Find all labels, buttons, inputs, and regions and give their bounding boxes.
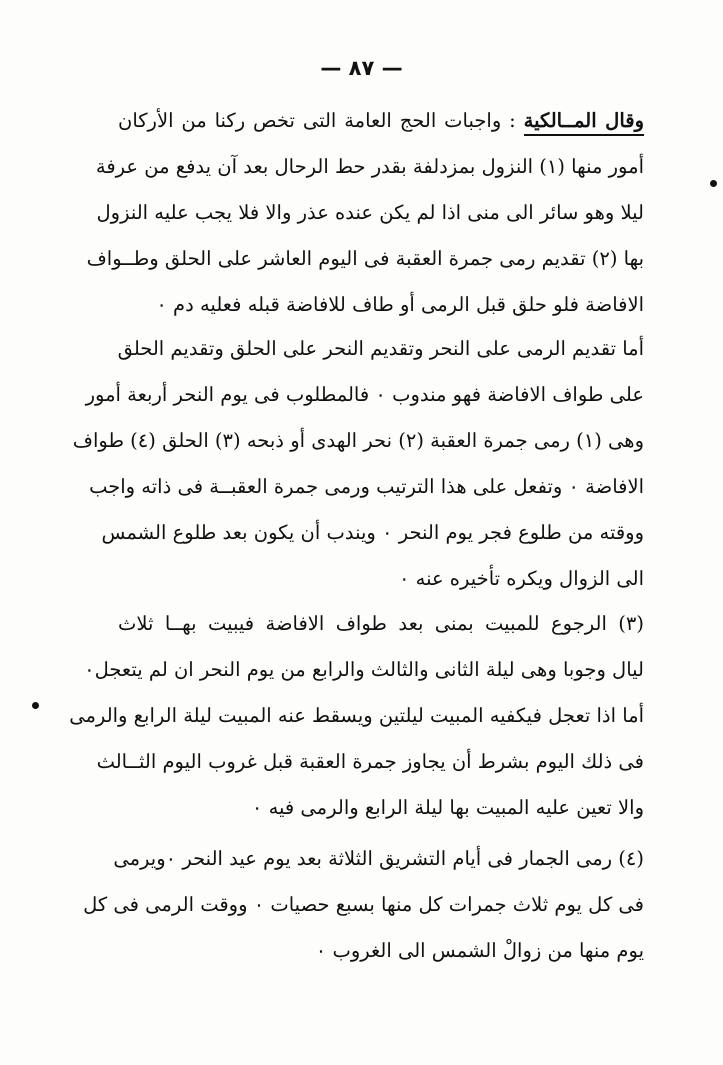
paragraph-2 [72, 326, 644, 602]
text-line [118, 98, 644, 144]
text-line: يوم منها من زوالْ الشمس الى الغروب ٠ [315, 939, 644, 962]
margin-dot-mark [710, 180, 717, 187]
paragraph-4 [83, 836, 644, 974]
text-line: فى كل يوم ثلاث جمرات كل منها بسبع حصيات ٠ ووقت الرمى فى كل [83, 893, 644, 916]
text-line: (٣) الرجوع للمبيت بمنى بعد طواف الافاضة فيبيت بهــا ثلاث [118, 612, 644, 635]
margin-dot-mark [32, 702, 39, 709]
text-line-content: : واجبات الحج العامة التى تخص ركنا من الأركان [118, 109, 516, 132]
text-line: وهى (١) رمى جمرة العقبة (٢) نحر الهدى أو ذبحه (٣) الحلق (٤) طواف [72, 429, 644, 452]
text-line: ليال وجوبا وهى ليلة الثانى والثالث والرابع من يوم النحر ان لم يتعجل٠ [84, 658, 644, 681]
text-line: بها (٢) تقديم رمى جمرة العقبة فى اليوم العاشر على الحلق وطــواف [86, 247, 644, 270]
text-line: الافاضة ٠ وتفعل على هذا الترتيب ورمى جمرة العقبــة فى ذاته واجب [89, 475, 644, 498]
paragraph-lead: وقال المــالكية [524, 109, 644, 136]
text-line: الافاضة فلو حلق قبل الرمى أو طاف للافاضة قبله فعليه دم ٠ [156, 293, 644, 316]
paragraph-1 [86, 98, 644, 328]
text-line: الى الزوال ويكره تأخيره عنه ٠ [398, 567, 644, 590]
text-line: ووقته من طلوع فجر يوم النحر ٠ ويندب أن يكون بعد طلوع الشمس [101, 521, 644, 544]
text-line: أما اذا تعجل فيكفيه المبيت ليلتين ويسقط عنه المبيت ليلة الرابع والرمى [69, 704, 644, 727]
text-line: أمور منها (١) النزول بمزدلفة بقدر حط الرحال بعد آن يدفع من عرفة [95, 155, 644, 178]
text-line: فى ذلك اليوم بشرط أن يجاوز جمرة العقبة قبل غروب اليوم الثــالث [96, 750, 644, 773]
text-line: (٤) رمى الجمار فى أيام التشريق الثلاثة بعد يوم عيد النحر ٠ويرمى [113, 847, 644, 870]
text-line: أما تقديم الرمى على النحر وتقديم النحر على الحلق وتقديم الحلق [117, 337, 644, 360]
paragraph-3 [69, 601, 644, 831]
text-line: ليلا وهو سائر الى منى اذا لم يكن عنده عذر والا فلا يجب عليه النزول [96, 201, 644, 224]
page-number: — ٨٧ — [320, 56, 403, 80]
text-line: والا تعين عليه المبيت بها ليلة الرابع والرمى فيه ٠ [251, 796, 644, 819]
text-line: على طواف الافاضة فهو مندوب ٠ فالمطلوب فى يوم النحر أربعة أمور [85, 383, 644, 406]
